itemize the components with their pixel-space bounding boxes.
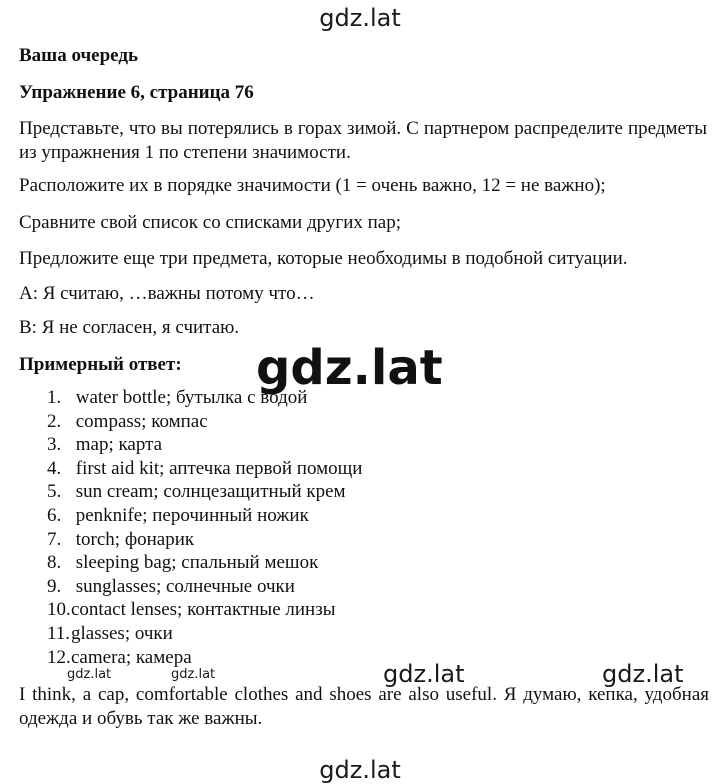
- list-item-text: map; карта: [75, 434, 163, 456]
- dialogue-line-a: A: Я считаю, …важны потому что…: [19, 283, 315, 304]
- list-item-text: first aid kit; аптечка первой помощи: [75, 457, 363, 479]
- answer-heading: Примерный ответ:: [19, 354, 182, 375]
- watermark-center: gdz.lat: [256, 340, 443, 396]
- list-item-number: 4.: [47, 457, 62, 479]
- list-item-text: contact lenses; контактные линзы: [71, 599, 336, 621]
- list-item-number: 8.: [47, 552, 62, 574]
- watermark-small-right: gdz.lat: [171, 667, 216, 682]
- watermark-small-left: gdz.lat: [67, 667, 112, 682]
- list-item-text: water bottle; бутылка с водой: [75, 387, 308, 408]
- list-item: [47, 480, 362, 504]
- list-item-number: 2.: [47, 410, 62, 432]
- task-intro-paragraph: Представьте, что вы потерялись в горах зимой. С партнером распределите предметы из упражнения 1 по степени значимости.: [19, 118, 707, 163]
- list-item-number: 11.: [47, 622, 71, 644]
- list-item-number: 12.: [47, 646, 71, 668]
- list-item-number: 6.: [47, 504, 62, 526]
- list-item-text: glasses; очки: [71, 622, 173, 644]
- list-item: [47, 598, 362, 622]
- list-item: [47, 433, 362, 457]
- list-item-number: 10.: [47, 599, 71, 621]
- task-line-order: Расположите их в порядке значимости (1 = очень важно, 12 = не важно);: [19, 175, 606, 196]
- list-item-text: compass; компас: [75, 410, 208, 432]
- list-item-text: sun cream; солнцезащитный крем: [75, 481, 346, 503]
- list-item-text: penknife; перочинный ножик: [75, 504, 309, 526]
- list-item-number: 7.: [47, 528, 62, 550]
- watermark-right: gdz.lat: [602, 660, 684, 688]
- list-item: [47, 575, 362, 599]
- list-item-text: torch; фонарик: [75, 528, 195, 550]
- list-item-text: sleeping bag; спальный мешок: [75, 552, 319, 574]
- list-item-number: 5.: [47, 481, 62, 503]
- exercise-heading: Упражнение 6, страница 76: [19, 82, 254, 103]
- list-item: [47, 410, 362, 434]
- list-item-number: 3.: [47, 434, 62, 456]
- answer-list: [47, 386, 362, 669]
- list-item-text: camera; камера: [71, 646, 192, 668]
- list-item-number: 9.: [47, 575, 62, 597]
- section-heading-turn: Ваша очередь: [19, 45, 139, 66]
- list-item: [47, 457, 362, 481]
- dialogue-line-b: B: Я не согласен, я считаю.: [19, 317, 240, 338]
- list-item: [47, 528, 362, 552]
- list-item: [47, 551, 362, 575]
- watermark-top: gdz.lat: [319, 4, 401, 32]
- list-item-text: sunglasses; солнечные очки: [75, 575, 295, 597]
- list-item: [47, 504, 362, 528]
- watermark-mid: gdz.lat: [383, 660, 465, 688]
- closing-paragraph: I think, a cap, comfortable clothes and shoes are also useful. Я думаю, кепка, удобная одежда и обувь так же важны.: [19, 684, 709, 729]
- task-line-compare: Сравните свой список со списками других пар;: [19, 212, 401, 233]
- watermark-bottom: gdz.lat: [319, 756, 401, 784]
- task-line-suggest: Предложите еще три предмета, которые необходимы в подобной ситуации.: [19, 248, 628, 269]
- list-item: [47, 646, 362, 670]
- list-item: [47, 622, 362, 646]
- list-item-number: 1.: [47, 387, 62, 408]
